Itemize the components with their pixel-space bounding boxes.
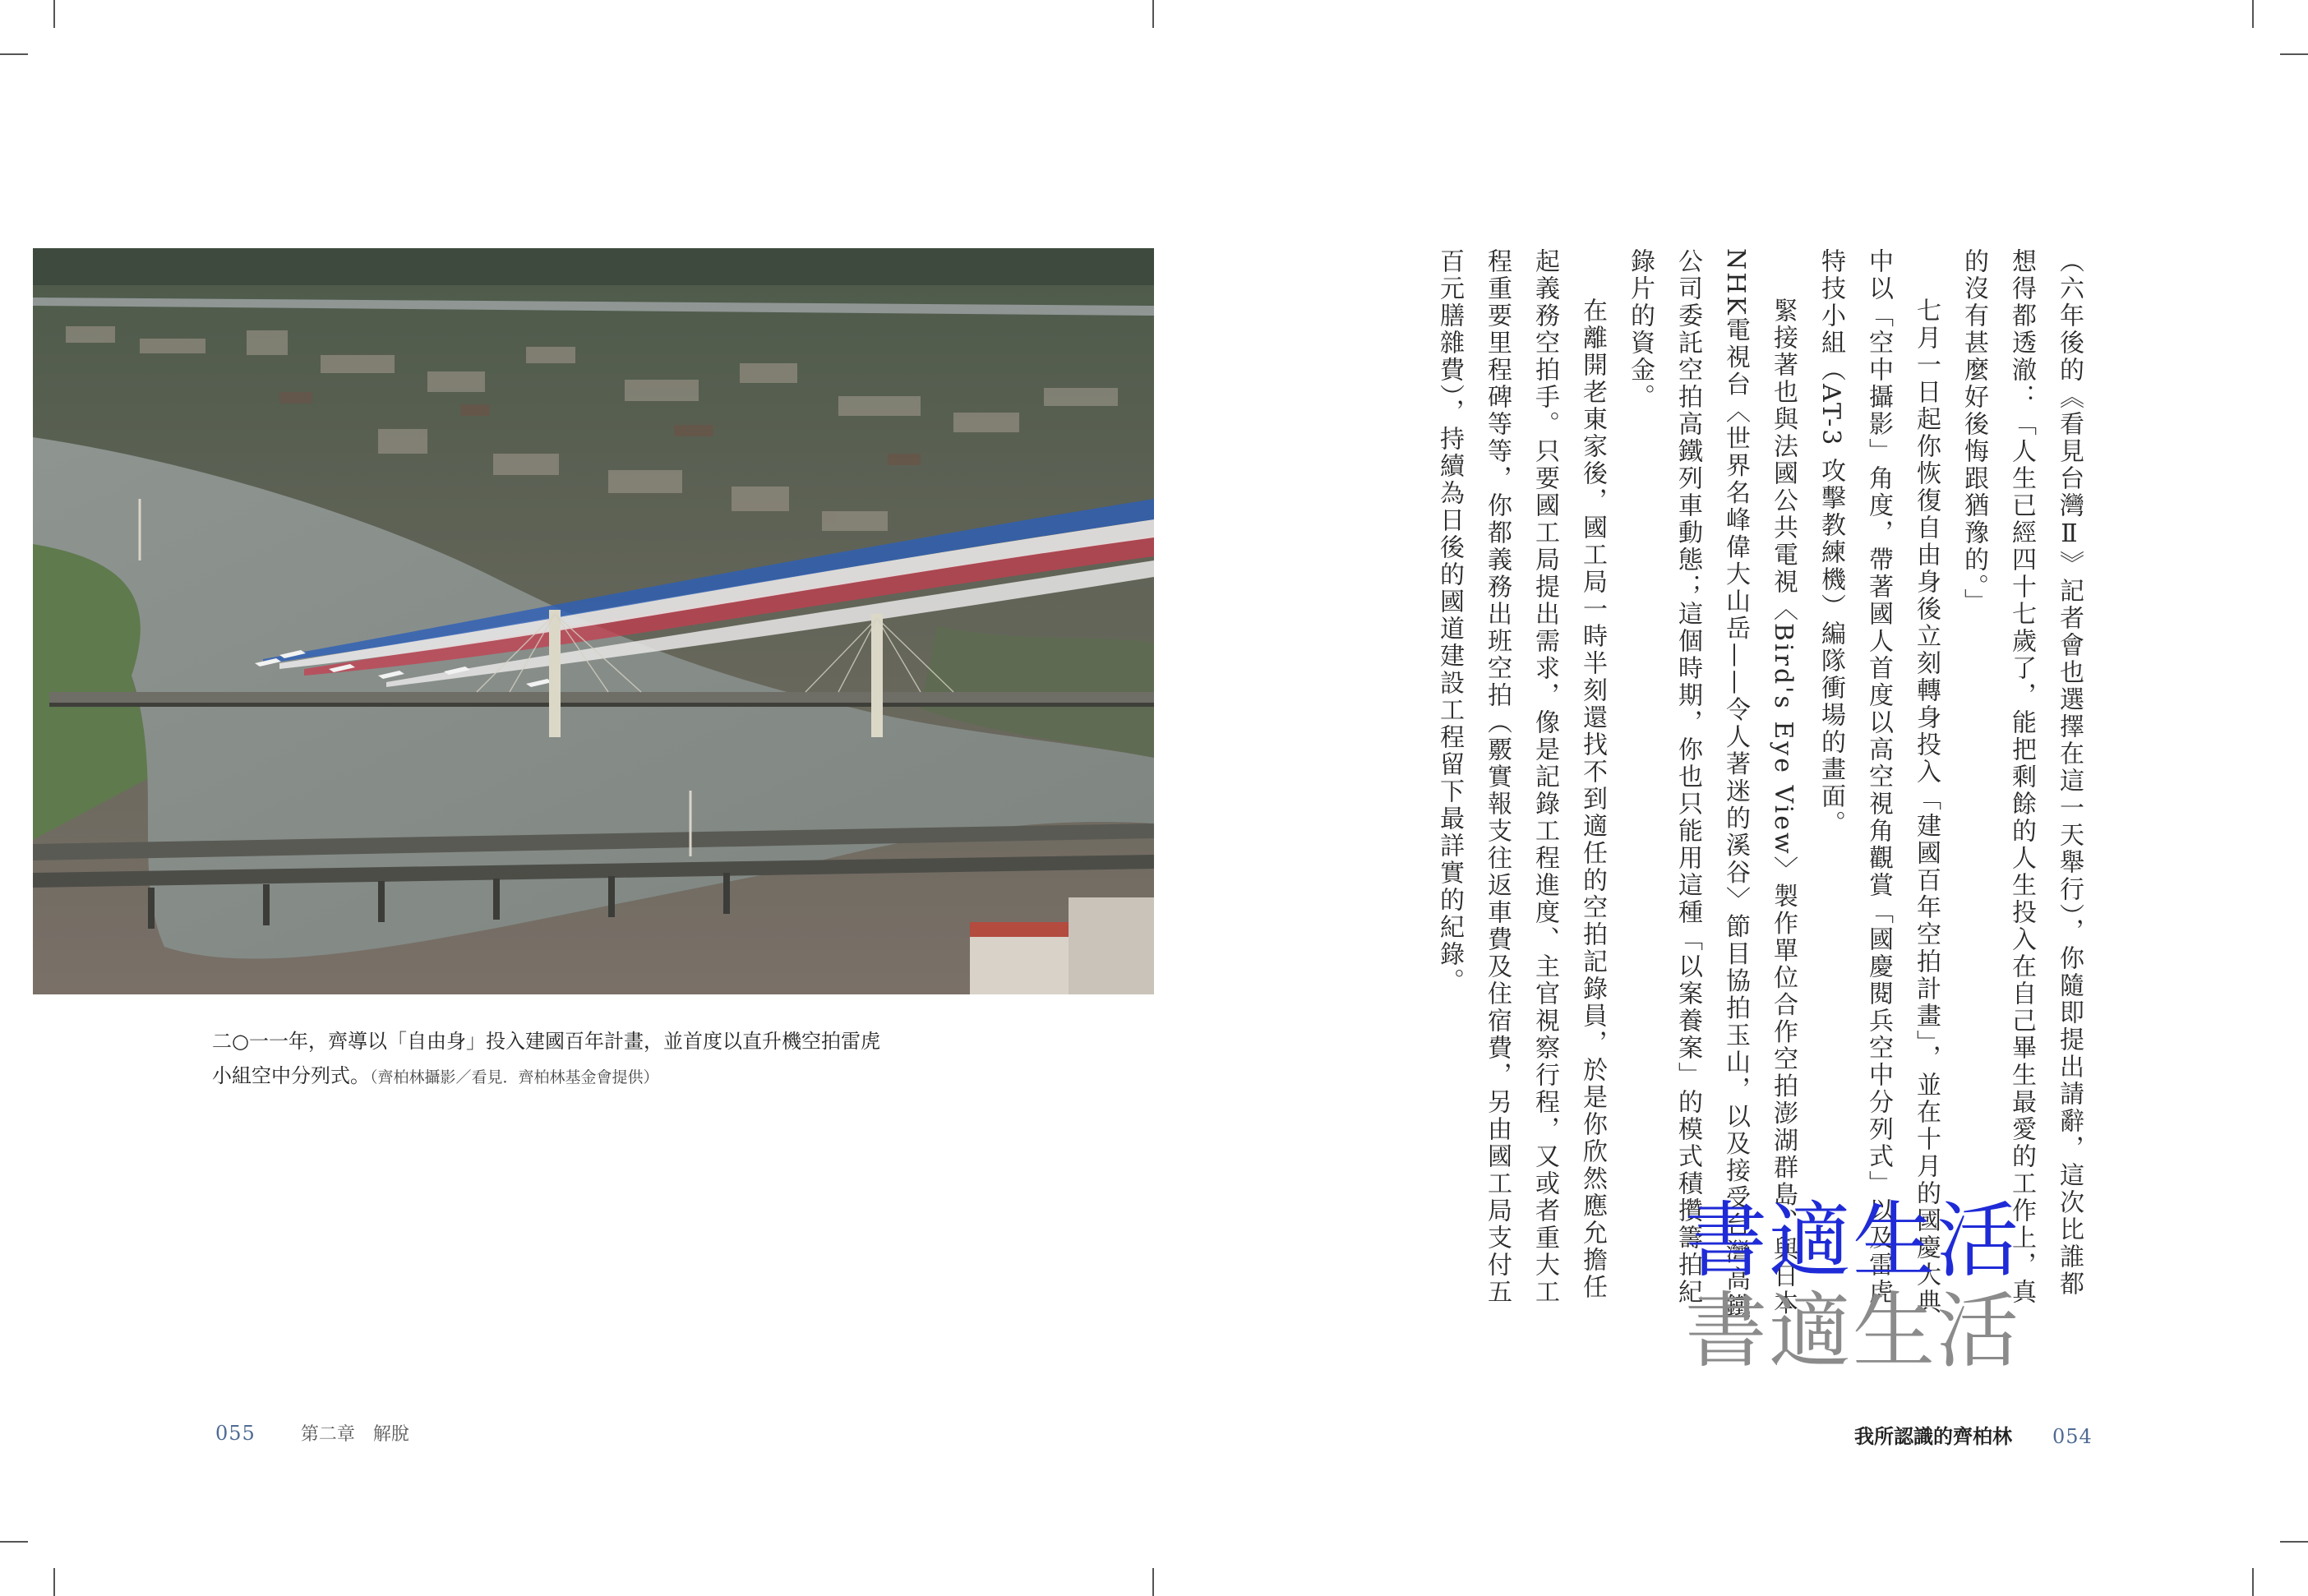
crop-mark bbox=[53, 0, 55, 28]
aerial-photo bbox=[33, 248, 1154, 994]
body-paragraph: 在離開老東家後，國工局一時半刻還找不到適任的空拍記錄員，於是你欣然應允擔任起義務空拍手。只要國工局提出需求，像是記錄工程進度、主官視察行程，又或者重大工程重要里程碑等等，你都義務出班空拍（覈實報支往返車費及住宿費，另由國工局支付五百元膳雜費），持續為日後的國道建設工程留下最詳實的紀錄。 bbox=[1435, 248, 1607, 1306]
body-paragraph: 七月一日起你恢復自由身後立刻轉身投入「建國百年空拍計畫」，並在十月的國慶大典中以「空中攝影」角度，帶著國人首度以高空視角觀賞「國慶閱兵空中分列式」以及雷虎特技小組（AT-3 攻擊教練機）編隊衝場的畫面。 bbox=[1816, 248, 1941, 1316]
body-paragraph: 緊接著也與法國公共電視〈Bird's Eye View〉製作單位合作空拍澎湖群島、與日本NHK電視台〈世界名峰偉大山岳——令人著迷的溪谷〉節目協拍玉山，以及接受台灣高鐵公司委託空拍高鐵列車動態；這個時期，你也只能用這種「以案養案」的模式積攢籌拍紀錄片的資金。 bbox=[1626, 248, 1798, 1321]
footer-right bbox=[1854, 1420, 2093, 1449]
crop-mark bbox=[2280, 53, 2308, 55]
page-number-right: 054 bbox=[2052, 1425, 2093, 1448]
chapter-title: 第二章 解脫 bbox=[300, 1424, 409, 1445]
crop-mark bbox=[53, 1568, 55, 1596]
crop-mark bbox=[2252, 1568, 2254, 1596]
body-paragraph: （六年後的《看見台灣Ⅱ》記者會也選擇在這一天舉行），你隨即提出請辭，這次比誰都想得都透澈：「人生已經四十七歲了，能把剩餘的人生投入在自己畢生最愛的工作上，真的沒有甚麼好後悔跟猶豫的。」 bbox=[1959, 248, 2084, 1306]
watermark-gray: 書適生活 bbox=[1685, 1283, 2020, 1379]
caption-line-2-text: 小組空中分列式。 bbox=[212, 1064, 370, 1087]
aerial-photo-illustration bbox=[33, 248, 1154, 994]
crop-mark bbox=[1152, 0, 1154, 28]
caption-line-1: 二○一一年，齊導以「自由身」投入建國百年計畫，並首度以直升機空拍雷虎 bbox=[212, 1030, 880, 1053]
caption-line-2 bbox=[212, 1059, 968, 1095]
watermark-blue: 書適生活 bbox=[1685, 1192, 2020, 1289]
body-text bbox=[1425, 248, 2093, 1321]
crop-mark bbox=[2280, 1541, 2308, 1543]
crop-mark bbox=[2252, 0, 2254, 28]
caption-credit: （齊柏林攝影／看見．齊柏林基金會提供） bbox=[370, 1068, 659, 1086]
photo-caption bbox=[212, 1024, 968, 1095]
crop-mark bbox=[0, 1541, 28, 1543]
crop-mark bbox=[1152, 1568, 1154, 1596]
crop-mark bbox=[0, 53, 28, 55]
book-title: 我所認識的齊柏林 bbox=[1854, 1425, 2012, 1448]
footer-left bbox=[215, 1420, 409, 1446]
page-number-left: 055 bbox=[215, 1422, 256, 1445]
